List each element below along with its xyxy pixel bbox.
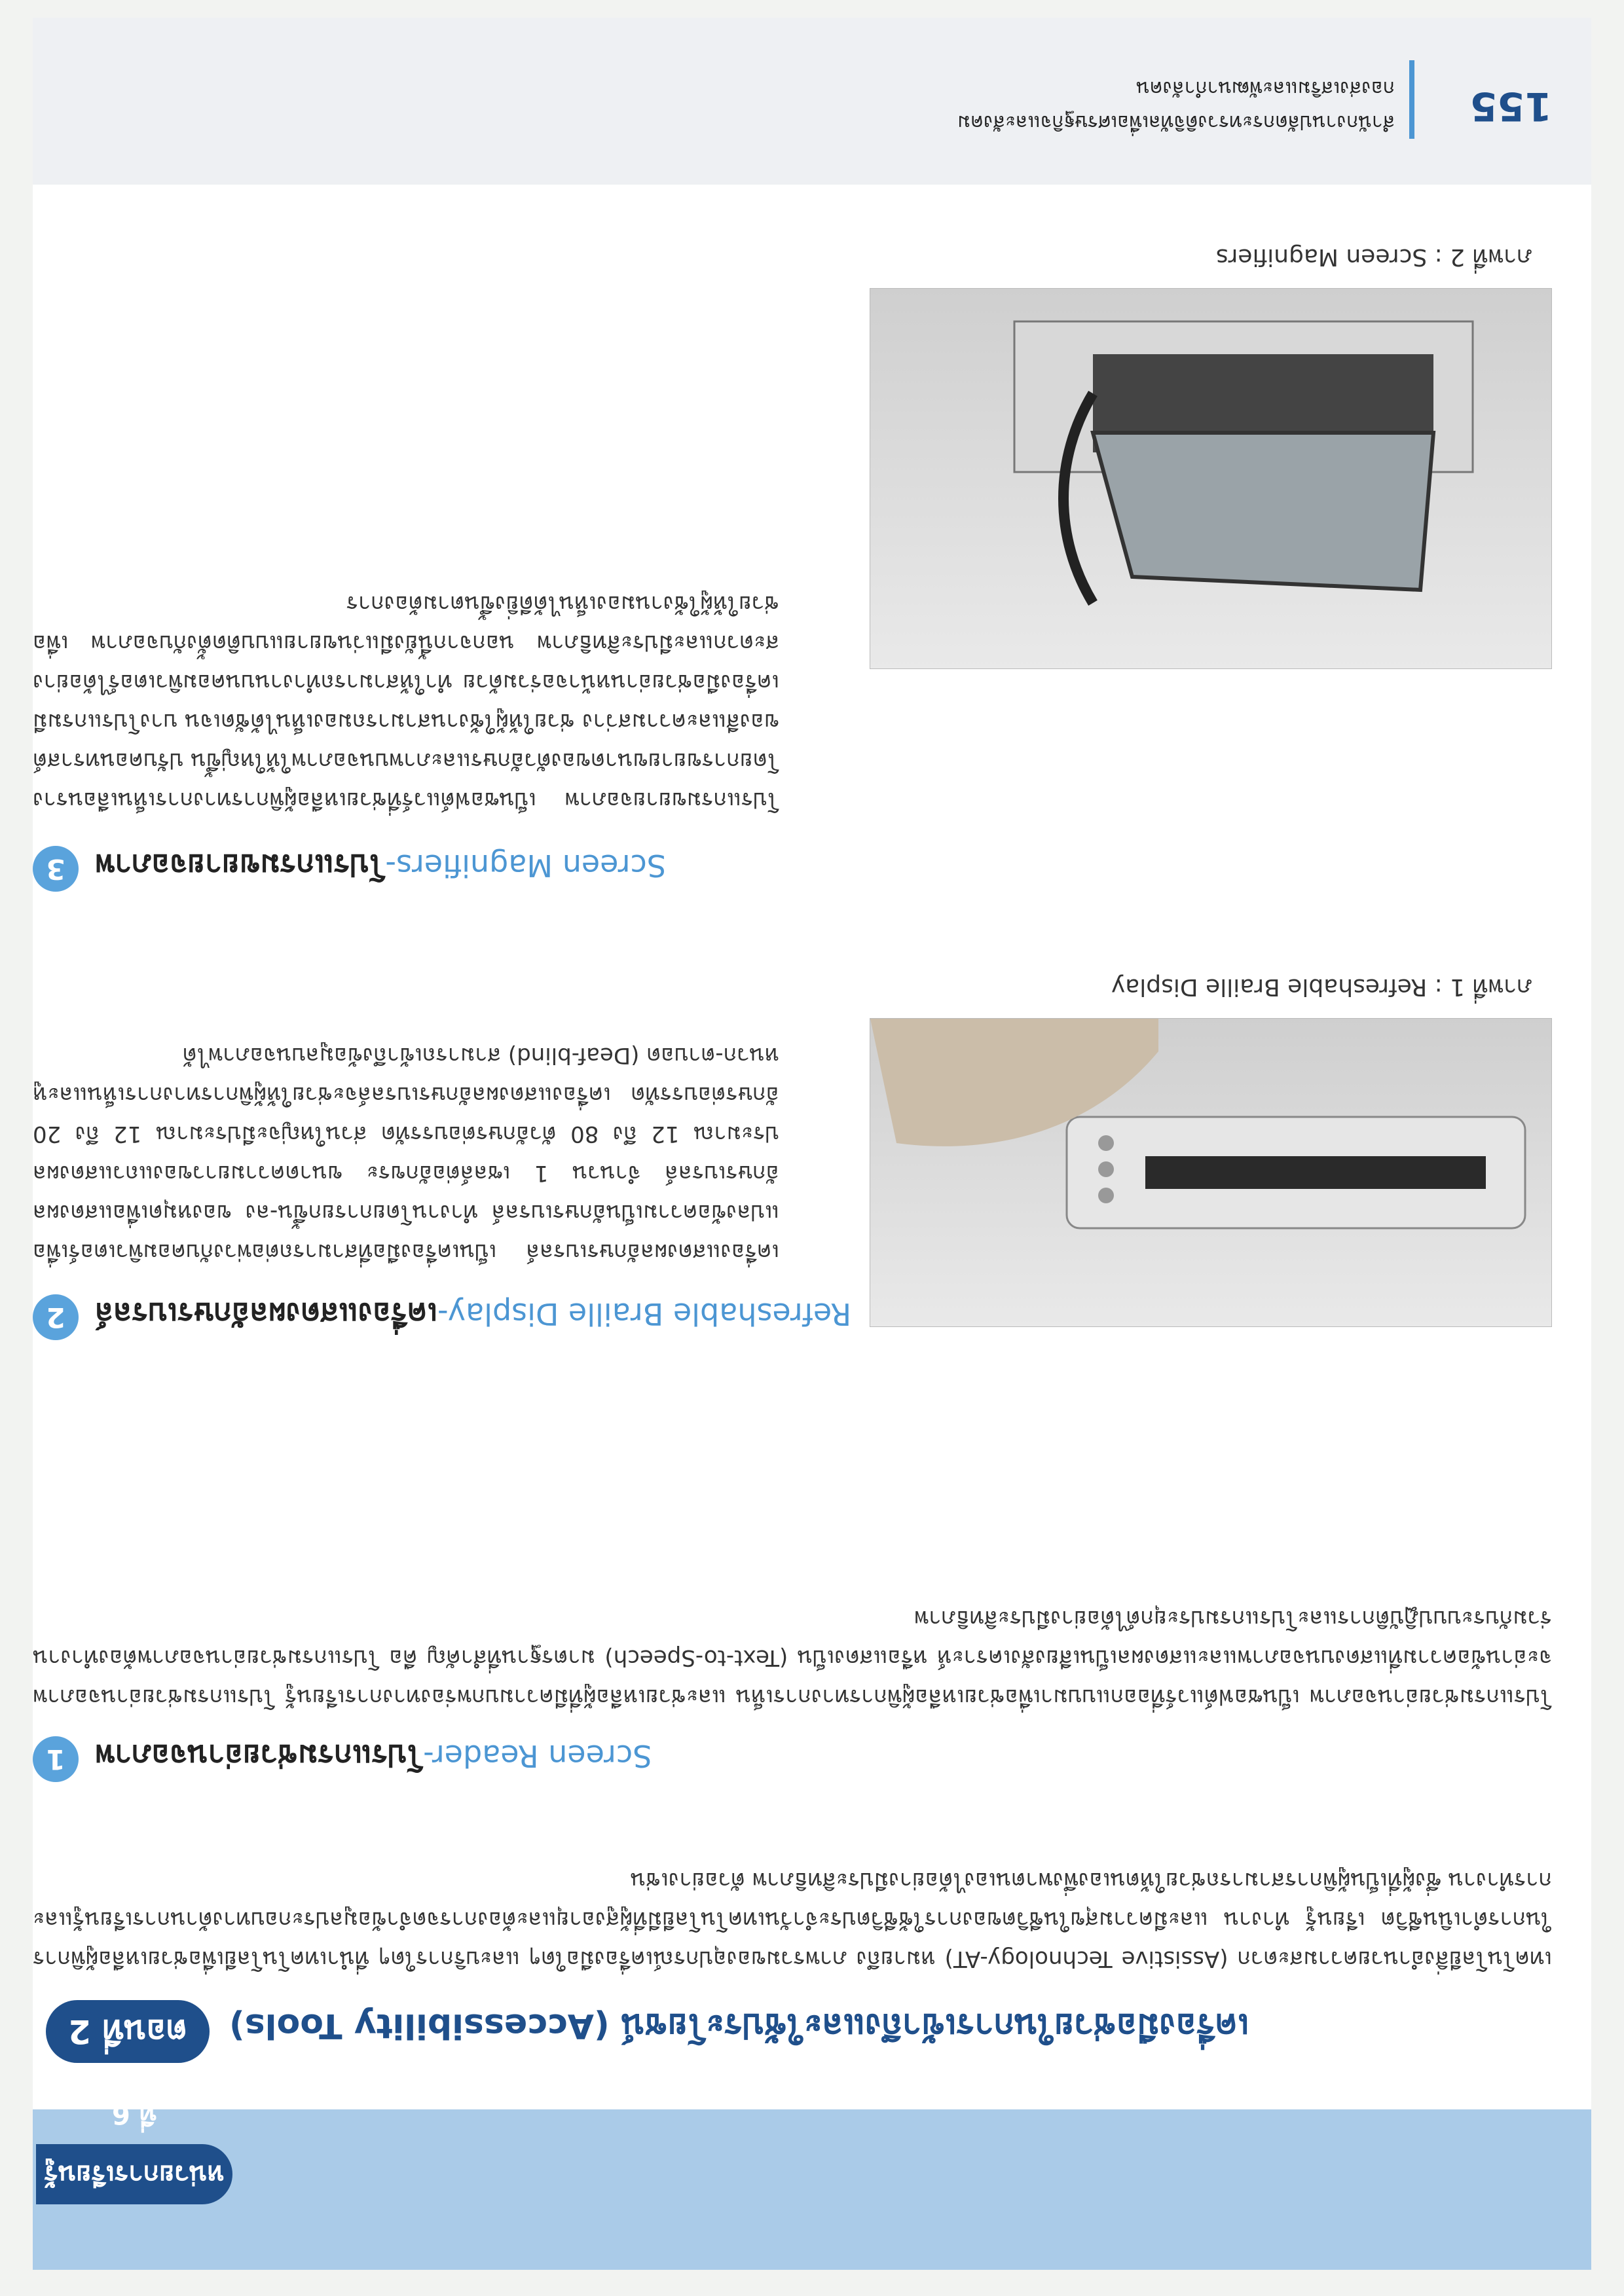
item-1-body: โปรแกรมช่วยอ่านจอภาพ เป็นซอฟต์แวร์ที่ออกแบบมาเพื่อช่วยเหลือผู้พิการทางการเห็น และช่วยเหลือผู้ที่มีความบกพร่องทางการเรียนรู้ โปรแกรมช่วยอ่านจอภาพจะอ่านข้อความที่แสดงบนจอภาพและแสดงผลเป็นเสียงสังเคราะห์ หรือแสดงเป็น (Text-to-Speech) มาตรฐานที่สำคัญ คือ โปรแกรมช่วยอ่านจอภาพต้องทำงานร่วมกับระบบปฏิบัติการและโปรแกรมประยุกต์ได้อย่างมีประสิทธิภาพ (33, 1605, 1552, 1710)
section-title (33, 1997, 1356, 2063)
item-3-body: โปรแกรมขยายจอภาพ เป็นซอฟต์แวร์ที่ช่วยเหลือผู้พิการทางการเห็นเลือนราง โดยการขยายขนาดของตัวอักษรและภาพบนจอภาพให้ใหญ่ขึ้น ปรับคอนทราสต์ของสีและความสว่าง ช่วยให้ผู้ใช้งานสามารถมองเห็นได้ชัดเจน บางโปรแกรมมีเครื่องมือช่วยอ่านหน้าจอร่วมด้วย ทำให้สามารถทำงานบนคอมพิวเตอร์ได้อย่างสะดวกและมีประสิทธิภาพ นอกจากนี้ยังมีแว่นขยายแบบติดตั้งกับจอภาพ เพื่อช่วยให้ผู้ใช้งานมองเห็นได้ดียิ่งขึ้นตามต้องการ (33, 591, 779, 813)
braille-display-photo (870, 1018, 1552, 1327)
item-1-title-th: โปรแกรมช่วยอ่านจอภาพ (95, 1738, 424, 1774)
item-3-title-th: โปรแกรมขยายจอภาพ (95, 848, 386, 883)
intro-paragraph: เทคโนโลยีสิ่งอำนวยความสะดวก (Assistive Technology-AT) หมายถึง ภาพรวมของอุปกรณ์เครื่องมือใดๆ และบริการใดๆ ที่นำเทคโนโลยีเพื่อช่วยเหลือผู้พิการในการดำเนินชีวิต เรียนรู้ ทำงาน และมีความสุขในชีวิตของการใช้ชีวิตประจำวันเทคโนโลยีมีที่ผู้สูงอายุและต้องการจดจำข้อมูลประกอบทางด้านการเรียนรู้และการทำงาน ซึ่งผู้ที่เป็นผู้พิการสามารถช่วยให้ตนเองพึ่งพาตนเองได้อย่างมีประสิทธิภาพ ตัวอย่างเช่น (33, 1867, 1552, 1972)
page-sheet (33, 18, 1591, 2270)
section-badge: ตอนที่ 2 (46, 2000, 210, 2063)
unit-label: หน่วยการเรียนรู้ที่ 6 (36, 2144, 232, 2204)
item-2-number: 2 (33, 1294, 79, 1340)
item-2-title-th: เครื่องแสดงผลอักษรเบรลล์ (95, 1296, 438, 1332)
header-band (33, 2099, 1591, 2270)
item-1-number: 1 (33, 1736, 79, 1782)
section-heading: เครื่องมือช่วยในการเข้าถึงและใช้ประโยชน์ (Accessibility Tools) (229, 2006, 1249, 2045)
item-1-title-en: Screen Reader- (423, 1738, 652, 1774)
footer-line-1: สำนักงานปลัดกระทรวงดิจิทัลเพื่อเศรษฐกิจและสังคม (957, 111, 1395, 134)
page-number: 155 (1469, 83, 1552, 129)
item-2-body: เครื่องแสดงผลอักษรเบรลล์ เป็นเครื่องมือที่สามารถต่อพ่วงกับคอมพิวเตอร์เพื่อแปลงข้อความเป็นอักษรเบรลล์ ทำงานโดยการยกขึ้น-ลง ของหมุดเพื่อแสดงผลอักษรเบรลล์ จำนวน 1 เซลล์ต่ออักขระ ขนาดความยาวของแถวแสดงผลประมาณ 12 ถึง 80 ตัวอักษรต่อบรรทัด ส่วนใหญ่จะมีประมาณ 12 ถึง 20 อักษรต่อบรรทัด เครื่องแสดงผลอักษรเบรลล์จะช่วยให้ผู้พิการทางการเห็นและหูหนวก-ตาบอด (Deaf-blind) สามารถเข้าถึงข้อมูลบนจอภาพได้ (33, 1042, 779, 1265)
footer-line-2: กองส่งเสริมและพัฒนากำลังคน (1136, 77, 1395, 100)
item-3-title-en: Screen Magnifiers- (385, 848, 666, 883)
braille-display-illustration (870, 1019, 1551, 1326)
footer-divider (1409, 60, 1414, 139)
footer (33, 18, 1591, 185)
screen-magnifier-illustration (870, 289, 1551, 668)
figure-2-caption: ภาพที่ 2 : Screen Magnifiers (1215, 244, 1532, 270)
item-1-heading (33, 1723, 936, 1782)
footer-text (957, 71, 1395, 139)
screen-magnifier-photo (870, 288, 1552, 669)
item-2-heading (33, 1281, 936, 1340)
figure-1-caption: ภาพที่ 1 : Refreshable Braille Display (1111, 974, 1532, 1000)
item-3-number: 3 (33, 846, 79, 892)
item-2-title-en: Refreshable Braille Display- (437, 1296, 852, 1332)
item-3-heading (33, 833, 936, 892)
